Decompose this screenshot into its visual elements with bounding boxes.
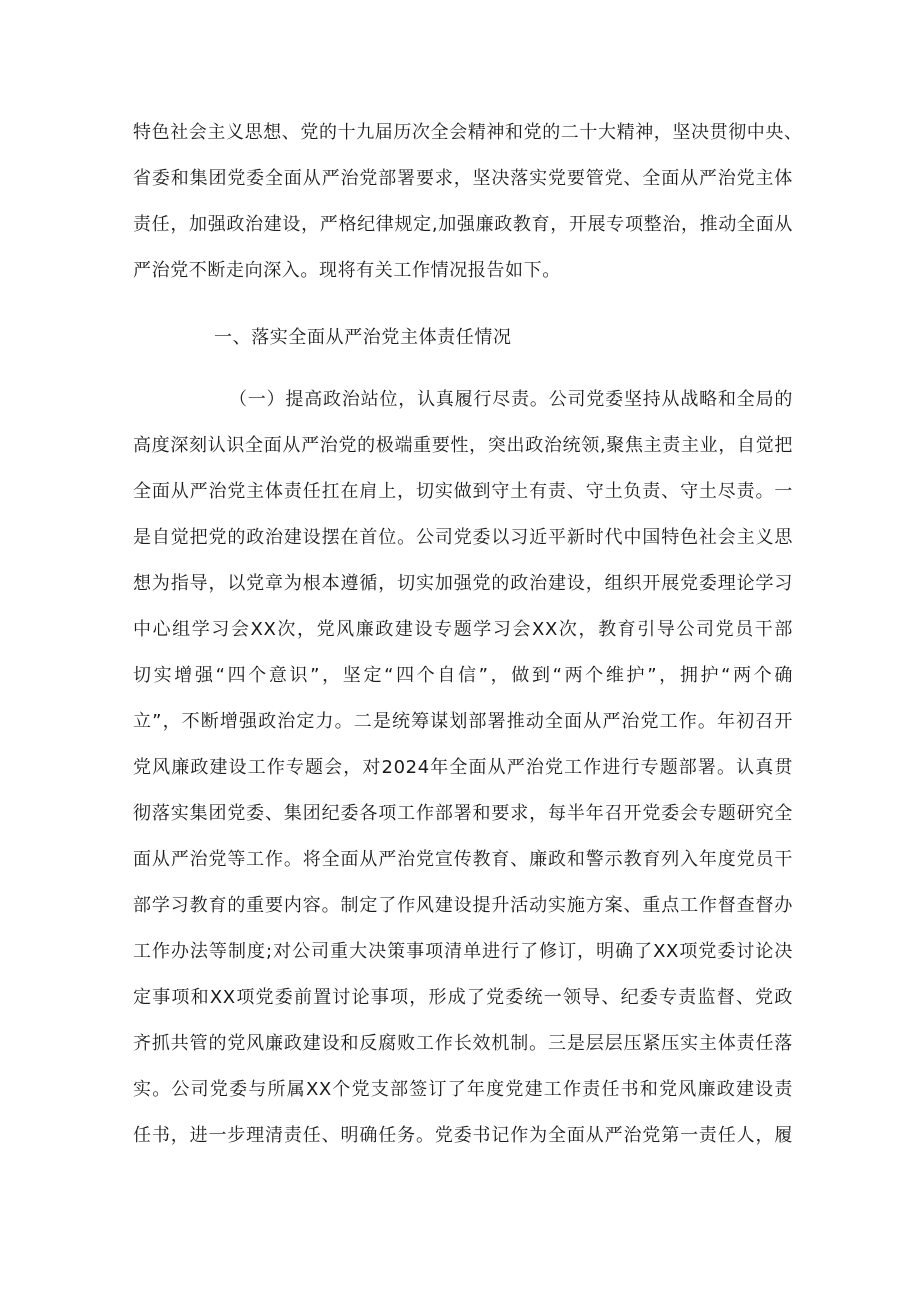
subsection-line-10: 彻落实集团党委、集团纪委各项工作部署和要求，每半年召开党委会专题研究全	[133, 803, 793, 824]
subsection-line-13: 工作办法等制度;对公司重大决策事项清单进行了修订，明确了XX项党委讨论决	[133, 941, 793, 962]
subsection-line-6: 中心组学习会XX次，党风廉政建设专题学习会XX次，教育引导公司党员干部	[133, 619, 793, 640]
intro-line-4: 严治党不断走向深入。现将有关工作情况报告如下。	[133, 260, 561, 281]
subsection-line-9: 党风廉政建设工作专题会，对2024年全面从严治党工作进行专题部署。认真贯	[133, 757, 793, 778]
subsection-line-17: 任书，进一步理清责任、明确任务。党委书记作为全面从严治党第一责任人，履	[133, 1125, 793, 1146]
subsection-line-11: 面从严治党等工作。将全面从严治党宣传教育、廉政和警示教育列入年度党员干	[133, 849, 793, 870]
subsection-line-4: 是自觉把党的政治建设摆在首位。公司党委以习近平新时代中国特色社会主义思	[133, 527, 793, 548]
subsection-line-16: 实。公司党委与所属XX个党支部签订了年度党建工作责任书和党风廉政建设责	[133, 1079, 793, 1100]
subsection-line-8: 立”，不断增强政治定力。二是统筹谋划部署推动全面从严治党工作。年初召开	[133, 711, 793, 732]
subsection-line-1: （一）提高政治站位，认真履行尽责。公司党委坚持从战略和全局的	[229, 389, 793, 410]
subsection-line-3: 全面从严治党主体责任扛在肩上，切实做到守土有责、守土负责、守土尽责。一	[133, 481, 793, 502]
subsection-line-2: 高度深刻认识全面从严治党的极端重要性，突出政治统领,聚焦主责主业，自觉把	[133, 435, 793, 456]
subsection-line-12: 部学习教育的重要内容。制定了作风建设提升活动实施方案、重点工作督查督办	[133, 895, 793, 916]
section-heading: 一、落实全面从严治党主体责任情况	[214, 327, 512, 348]
subsection-line-7: 切实增强“四个意识”，坚定“四个自信”，做到“两个维护”，拥护“两个确	[133, 665, 793, 686]
subsection-line-5: 想为指导，以党章为根本遵循，切实加强党的政治建设，组织开展党委理论学习	[133, 573, 793, 594]
intro-line-3: 责任，加强政治建设，严格纪律规定,加强廉政教育，开展专项整治，推动全面从	[133, 214, 793, 235]
intro-line-2: 省委和集团党委全面从严治党部署要求，坚决落实党要管党、全面从严治党主体	[133, 168, 793, 189]
intro-line-1: 特色社会主义思想、党的十九届历次全会精神和党的二十大精神，坚决贯彻中央、	[133, 122, 803, 143]
subsection-line-15: 齐抓共管的党风廉政建设和反腐败工作长效机制。三是层层压紧压实主体责任落	[133, 1033, 793, 1054]
subsection-line-14: 定事项和XX项党委前置讨论事项，形成了党委统一领导、纪委专责监督、党政	[133, 987, 793, 1008]
